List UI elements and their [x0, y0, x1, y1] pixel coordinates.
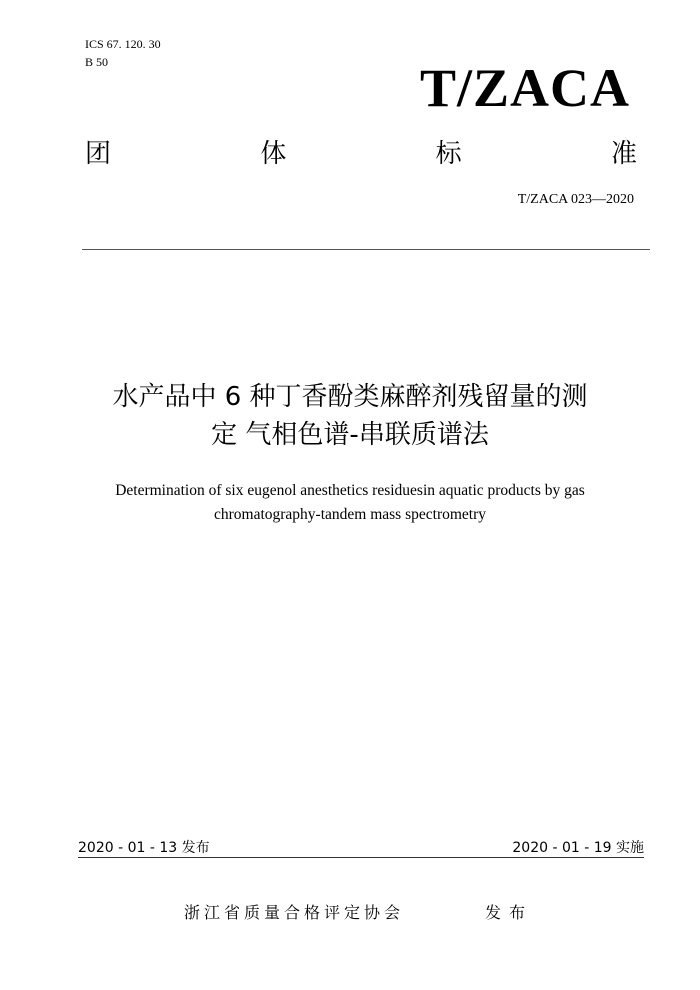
footer-divider — [78, 857, 644, 858]
implement-date: 2020 - 01 - 19 实施 — [512, 840, 644, 856]
category-char-1: 团 — [85, 139, 112, 169]
standard-category — [85, 138, 637, 170]
header-divider — [82, 249, 650, 250]
chinese-title — [50, 378, 650, 454]
english-title-line-2: chromatography-tandem mass spectrometry — [213, 506, 487, 523]
ics-code: ICS 67. 120. 30 — [85, 37, 161, 51]
standard-logo: T/ZACA — [419, 58, 630, 118]
chinese-title-line-1: 水产品中 6 种丁香酚类麻醉剂残留量的测 — [112, 382, 588, 412]
category-char-3: 标 — [435, 139, 462, 169]
ccs-code: B 50 — [85, 55, 109, 69]
publish-label: 发布 — [485, 903, 534, 922]
english-title-line-1: Determination of six eugenol anesthetics residuesin aquatic products by gas — [115, 482, 585, 499]
chinese-title-line-2: 定 气相色谱-串联质谱法 — [211, 420, 489, 450]
category-char-4: 准 — [610, 139, 637, 169]
issue-date: 2020 - 01 - 13 发布 — [78, 840, 210, 856]
category-char-2: 体 — [260, 139, 287, 169]
english-title — [50, 479, 650, 527]
publisher-name: 浙江省质量合格评定协会 — [184, 903, 405, 922]
standard-number: T/ZACA 023—2020 — [517, 192, 634, 207]
